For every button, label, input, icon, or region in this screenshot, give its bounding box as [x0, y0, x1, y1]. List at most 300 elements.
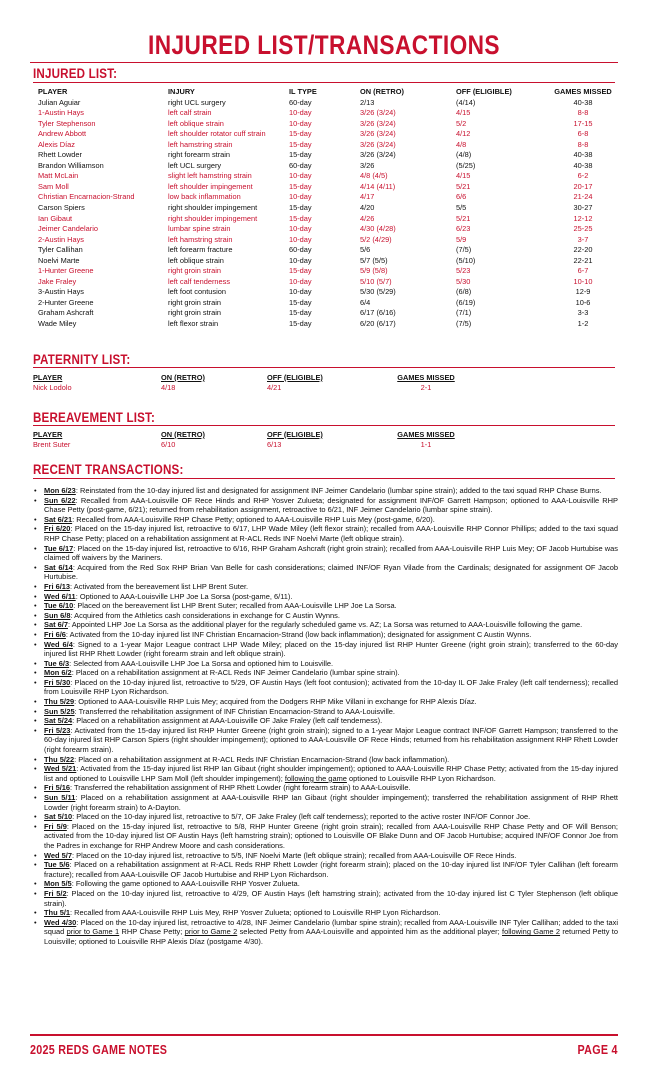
- cell-games: 30-27: [573, 203, 593, 213]
- cell-player: Alexis Díaz: [38, 139, 75, 149]
- transaction-item: [33, 544, 618, 563]
- cell-injury: left UCL surgery: [168, 160, 222, 170]
- table-row: [38, 203, 618, 214]
- cell-off: (6/8): [456, 287, 472, 297]
- paternity-list-divider: [33, 367, 615, 368]
- cell-type: 15-day: [289, 319, 312, 329]
- cell-games: 3-7: [577, 234, 589, 244]
- cell-off: (5/10): [456, 255, 476, 265]
- transaction-text: : Activated from the 10-day injured list INF Christian Encarnacion-Strand (low back inflammation); designated for assignment C Austin Wynns.: [65, 629, 532, 639]
- transaction-date: Sat 6/14: [44, 562, 73, 572]
- cell-injury: right shoulder impingement: [168, 203, 258, 213]
- transaction-date: Sun 5/25: [44, 706, 75, 716]
- transaction-date: Mon 5/5: [44, 879, 72, 889]
- page-title: INJURED LIST/TRANSACTIONS: [148, 30, 500, 60]
- injured-list-table: [38, 87, 618, 330]
- cell-type: 15-day: [289, 213, 312, 223]
- table-row: [38, 277, 618, 288]
- cell-injury: left hamstring strain: [168, 234, 233, 244]
- cell-games: 8-8: [577, 108, 589, 118]
- cell-games: 12-9: [575, 287, 591, 297]
- column-header: GAMES MISSED: [554, 87, 612, 96]
- transaction-item: [33, 678, 618, 697]
- transaction-date: Fri 5/16: [44, 783, 71, 793]
- transaction-item: [33, 601, 618, 611]
- cell-injury: left shoulder rotator cuff strain: [168, 129, 266, 139]
- cell-on: 3/26 (3/24): [360, 108, 396, 118]
- column-header: OFF (ELIGIBLE): [456, 87, 512, 96]
- transaction-text: : Selected from AAA-Louisville LHP Joe La Sorsa and optioned him to Louisville.: [69, 658, 334, 668]
- cell-off: (4/8): [456, 150, 472, 160]
- cell-player: Wade Miley: [38, 319, 77, 329]
- footer-page-number: PAGE 4: [577, 1043, 618, 1057]
- cell-off: 5/9: [456, 234, 467, 244]
- cell-on: 5/30 (5/29): [360, 287, 396, 297]
- cell-injury: left calf tenderness: [168, 276, 231, 286]
- cell-injury: right forearm strain: [168, 150, 231, 160]
- transaction-date: Wed 4/30: [44, 917, 77, 927]
- transaction-text: : Transferred the rehabilitation assignment of RHP Rhett Lowder (right forearm strain) to AAA-Louisville.: [70, 783, 411, 793]
- recent-transactions-divider: [33, 478, 615, 479]
- transaction-text: optioned to Louisville RHP Lyon Richardson.: [346, 773, 496, 783]
- cell-injury: slight left hamstring strain: [168, 171, 252, 181]
- cell-games: 25-25: [573, 224, 593, 234]
- transaction-text: following Game 2: [502, 927, 561, 937]
- cell-player: 2-Hunter Greene: [38, 297, 94, 307]
- cell-player: Tyler Callihan: [38, 245, 83, 255]
- transaction-text: : Activated from the 15-day injured list RHP Ian Gibaut (right shoulder impingement); optioned to AAA-Louisville RHP Chase Petty; activated from the 15-day injured list and optioned to Louisville LHP Sam Moll (left shoulder impingement);: [44, 764, 619, 783]
- bereavement-list-table: [33, 430, 613, 450]
- transaction-text: : Acquired from the Red Sox RHP Brian Van Belle for cash considerations; claimed INF/OF Ryan Vilade from the Cardinals; designated for assignment OF Jacob Hurtubise.: [44, 562, 618, 582]
- transaction-item: [33, 592, 618, 602]
- cell-type: 15-day: [289, 203, 312, 213]
- transaction-text: : Optioned to AAA-Louisville RHP Luis Mey; acquired from the Dodgers RHP Mike Villani in exchange for RHP Alexis Díaz.: [74, 697, 477, 707]
- cell-games: 40-38: [573, 160, 593, 170]
- paternity-list-heading: PATERNITY LIST:: [33, 352, 131, 367]
- cell-injury: left forearm fracture: [168, 245, 233, 255]
- cell-off: 5/21: [456, 181, 471, 191]
- cell-games: 21-24: [573, 192, 593, 202]
- transaction-item: [33, 563, 618, 582]
- cell-type: 60-day: [289, 160, 312, 170]
- cell-player: Graham Ashcraft: [38, 308, 94, 318]
- cell-type: 15-day: [289, 297, 312, 307]
- transaction-item: [33, 908, 618, 918]
- cell-type: 10-day: [289, 234, 312, 244]
- column-header: PLAYER: [33, 373, 63, 382]
- transaction-text: : Placed on a rehabilitation assignment at R-ACL Reds INF Jeimer Candelario (lumbar spine strain).: [71, 668, 400, 678]
- cell-player: Jeimer Candelario: [38, 224, 98, 234]
- cell-type: 60-day: [289, 245, 312, 255]
- transaction-item: [33, 726, 618, 755]
- transaction-date: Thu 5/1: [44, 908, 71, 918]
- transaction-text: : Recalled from AAA-Louisville OF Rece Hinds and RHP Yosver Zulueta; designated for assignment INF/OF Garrett Hampson; optioned to AAA-Louisville RHP Chase Petty (post-game, 6/21); returned from rehabilitation assignment, retroactive to 6/21, INF Jeimer Candelario (lumbar spine strain).: [44, 495, 618, 515]
- table-row: [38, 182, 618, 193]
- cell-on: 5/9 (5/8): [360, 266, 388, 276]
- transaction-item: [33, 889, 618, 908]
- cell-injury: left calf strain: [168, 108, 212, 118]
- transaction-date: Fri 6/6: [44, 629, 66, 639]
- cell-games: 12-12: [573, 213, 593, 223]
- cell-type: 15-day: [289, 150, 312, 160]
- cell-on: 4/30 (4/28): [360, 224, 396, 234]
- cell-injury: left shoulder impingement: [168, 181, 253, 191]
- transaction-text: : Placed on the 15-day injured list, retroactive to 6/16, RHP Graham Ashcraft (right groin strain); recalled from AAA-Louisville RHP Luis Mey; OF Jacob Hurtubise was claimed off waivers by the Mariners.: [44, 543, 619, 563]
- transaction-text: RHP Chase Petty;: [119, 927, 185, 937]
- cell-type: 10-day: [289, 171, 312, 181]
- cell-games: 8-8: [577, 139, 589, 149]
- table-row: [38, 140, 618, 151]
- cell-off: 6/13: [267, 440, 282, 449]
- cell-games: 20-17: [573, 181, 593, 191]
- transaction-date: Fri 6/20: [44, 524, 71, 534]
- table-row: [38, 161, 618, 172]
- transaction-date: Wed 6/11: [44, 591, 76, 601]
- cell-off: (7/5): [456, 245, 472, 255]
- cell-type: 10-day: [289, 224, 312, 234]
- transaction-date: Fri 5/2: [44, 888, 67, 898]
- transaction-item: [33, 860, 618, 879]
- cell-games: 1-1: [420, 440, 432, 449]
- transaction-text: : Placed on a rehabilitation assignment at R-ACL Reds RHP Rhett Lowder (right forearm strain); placed on the 10-day injured list INF/OF Tyler Callihan (left forearm fracture); recalled from AAA-Louisville OF Jacob Hurtubise and RHP Lyon Richardson.: [44, 860, 618, 879]
- cell-injury: lumbar spine strain: [168, 224, 231, 234]
- column-header: PLAYER: [33, 430, 63, 439]
- column-header: INJURY: [168, 87, 195, 96]
- cell-type: 15-day: [289, 266, 312, 276]
- cell-games: 6-2: [577, 171, 589, 181]
- transaction-text: prior to Game 2: [184, 927, 238, 937]
- cell-player: Rhett Lowder: [38, 150, 82, 160]
- transaction-item: [33, 630, 618, 640]
- transaction-date: Fri 5/30: [44, 677, 71, 687]
- table-row: [38, 235, 618, 246]
- cell-player: Julian Aguiar: [38, 97, 81, 107]
- cell-type: 10-day: [289, 118, 312, 128]
- cell-type: 10-day: [289, 255, 312, 265]
- column-header: ON (RETRO): [360, 87, 404, 96]
- table-row: [33, 383, 613, 393]
- transaction-item: [33, 764, 618, 783]
- cell-games: 22-20: [573, 245, 593, 255]
- cell-on: 5/7 (5/5): [360, 255, 388, 265]
- column-header: OFF (ELIGIBLE): [267, 373, 323, 382]
- cell-off: 5/21: [456, 213, 471, 223]
- transaction-text: : Acquired from the Athletics cash considerations in exchange for C Austin Wynns.: [70, 610, 340, 620]
- cell-off: 4/15: [456, 108, 471, 118]
- transaction-item: [33, 620, 618, 630]
- transaction-text: : Placed on the bereavement list LHP Brent Suter; recalled from AAA-Louisville LHP Joe La Sorsa.: [73, 601, 397, 611]
- column-header: GAMES MISSED: [397, 430, 455, 439]
- cell-on: 3/26: [360, 160, 375, 170]
- cell-injury: low back inflammation: [168, 192, 241, 202]
- transaction-date: Fri 5/9: [44, 821, 67, 831]
- transaction-text: following the game: [284, 773, 347, 783]
- cell-off: (6/19): [456, 297, 476, 307]
- cell-off: 4/8: [456, 139, 467, 149]
- cell-on: 4/17: [360, 192, 375, 202]
- cell-games: 40-38: [573, 150, 593, 160]
- table-row: [38, 129, 618, 140]
- cell-injury: left flexor strain: [168, 319, 219, 329]
- transaction-date: Tue 5/6: [44, 860, 70, 870]
- table-row: [38, 256, 618, 267]
- column-header: OFF (ELIGIBLE): [267, 430, 323, 439]
- transaction-date: Sun 6/22: [44, 495, 76, 505]
- table-row: [38, 319, 618, 330]
- cell-player: Nick Lodolo: [33, 383, 72, 392]
- transaction-item: [33, 496, 618, 515]
- cell-injury: right groin strain: [168, 266, 221, 276]
- table-header-row: [33, 373, 613, 383]
- transaction-item: [33, 659, 618, 669]
- cell-type: 15-day: [289, 129, 312, 139]
- cell-player: 2-Austin Hays: [38, 234, 85, 244]
- transaction-item: [33, 668, 618, 678]
- transaction-date: Wed 5/7: [44, 850, 72, 860]
- cell-on: 4/18: [161, 383, 176, 392]
- cell-off: 5/2: [456, 118, 467, 128]
- cell-player: Jake Fraley: [38, 276, 77, 286]
- cell-off: 6/23: [456, 224, 471, 234]
- cell-player: 1-Austin Hays: [38, 108, 85, 118]
- transaction-item: [33, 793, 618, 812]
- transaction-item: [33, 879, 618, 889]
- column-header: IL TYPE: [289, 87, 317, 96]
- transaction-item: [33, 611, 618, 621]
- transaction-item: [33, 640, 618, 659]
- transaction-text: : Optioned to AAA-Louisville LHP Joe La Sorsa (post-game, 6/11).: [75, 591, 293, 601]
- transaction-text: : Following the game optioned to AAA-Louisville RHP Yosver Zulueta.: [71, 879, 300, 889]
- bereavement-list-heading: BEREAVEMENT LIST:: [33, 410, 156, 425]
- cell-type: 60-day: [289, 97, 312, 107]
- column-header: PLAYER: [38, 87, 68, 96]
- transaction-item: [33, 716, 618, 726]
- recent-transactions-list: [33, 486, 618, 947]
- transaction-text: : Placed on a rehabilitation assignment at AAA-Louisville OF Jake Fraley (left calf tenderness).: [72, 716, 383, 726]
- cell-on: 4/20: [360, 203, 375, 213]
- cell-on: 2/13: [360, 97, 375, 107]
- column-header: GAMES MISSED: [397, 373, 455, 382]
- transaction-item: [33, 918, 618, 947]
- cell-type: 15-day: [289, 139, 312, 149]
- transaction-text: : Placed on the 15-day injured list, retroactive to 5/8, RHP Hunter Greene (right groin strain); recalled from AAA-Louisville RHP Chase Petty and OF Will Benson; activated from the 10-day injured list OF Austin Hays (left hamstring strain); optioned to Louisville OF Blake Dunn and OF Jacob Hurtubise; acquired INF/OF Connor Joe from the Padres in exchange for RHP Andrew Moore and cash considerations.: [44, 821, 618, 850]
- cell-on: 6/17 (6/16): [360, 308, 396, 318]
- transaction-item: [33, 486, 618, 496]
- transaction-item: [33, 582, 618, 592]
- transaction-text: : Appointed LHP Joe La Sorsa as the additional player for the regularly scheduled game vs. AZ; La Sorsa was returned to AAA-Louisville following the game.: [67, 620, 583, 630]
- transaction-date: Fri 5/23: [44, 725, 71, 735]
- transaction-text: : Transferred the rehabilitation assignment of INF Christian Encarnacion-Strand to AAA-Louisville.: [74, 706, 395, 716]
- cell-off: 4/15: [456, 171, 471, 181]
- cell-injury: left oblique strain: [168, 118, 224, 128]
- transaction-date: Fri 6/13: [44, 581, 71, 591]
- table-row: [38, 266, 618, 277]
- cell-player: 3-Austin Hays: [38, 287, 85, 297]
- transaction-item: [33, 707, 618, 717]
- transaction-text: : Placed on the 10-day injured list, retroactive to 5/7, OF Jake Fraley (left calf tenderness); reported to the active roster INF/OF Connor Joe.: [72, 812, 531, 822]
- paternity-list-table: [33, 373, 613, 393]
- table-row: [38, 287, 618, 298]
- cell-games: 1-2: [577, 319, 589, 329]
- cell-off: (5/25): [456, 160, 476, 170]
- transaction-item: [33, 524, 618, 543]
- column-header: ON (RETRO): [161, 430, 205, 439]
- transaction-date: Tue 6/10: [44, 601, 74, 611]
- transaction-text: : Signed to a 1-year Major League contract LHP Wade Miley; placed on the 15-day injured list RHP Hunter Greene (right groin strain); transferred to the 60-day injured list RHP Rhett Lowder (right forearm strain and left oblique strain).: [44, 639, 618, 659]
- cell-off: 6/6: [456, 192, 467, 202]
- transaction-text: : Recalled from AAA-Louisville RHP Chase Petty; optioned to AAA-Louisville RHP Luis Mey (post-game, 6/20).: [72, 514, 435, 524]
- transaction-text: : Recalled from AAA-Louisville RHP Luis Mey, RHP Yosver Zulueta; optioned to Louisville RHP Lyon Richardson.: [70, 908, 441, 918]
- transaction-date: Wed 6/4: [44, 639, 73, 649]
- cell-injury: left foot contusion: [168, 287, 226, 297]
- transaction-text: : Placed on the 10-day injured list, retroactive to 5/29, OF Austin Hays (left foot contusion); activated from the 10-day IL OF Jake Fraley (left calf tenderness); recalled from Louisville RHP Lyon Richardson.: [44, 677, 618, 697]
- transaction-date: Mon 6/2: [44, 668, 72, 678]
- cell-off: (7/1): [456, 308, 472, 318]
- cell-player: Brent Suter: [33, 440, 71, 449]
- cell-injury: right UCL surgery: [168, 97, 226, 107]
- table-row: [38, 214, 618, 225]
- transaction-text: : Placed on a rehabilitation assignment at R-ACL Reds INF Christian Encarnacion-Strand (low back inflammation).: [74, 754, 450, 764]
- table-row: [38, 108, 618, 119]
- cell-on: 3/26 (3/24): [360, 129, 396, 139]
- table-row: [38, 171, 618, 182]
- cell-player: Christian Encarnacion-Strand: [38, 192, 135, 202]
- cell-off: 5/5: [456, 203, 467, 213]
- cell-type: 15-day: [289, 181, 312, 191]
- cell-on: 5/2 (4/29): [360, 234, 392, 244]
- transaction-item: [33, 812, 618, 822]
- transaction-item: [33, 515, 618, 525]
- cell-type: 15-day: [289, 308, 312, 318]
- cell-player: Matt McLain: [38, 171, 79, 181]
- cell-player: Noelvi Marte: [38, 255, 80, 265]
- cell-games: 10-10: [573, 276, 593, 286]
- transaction-date: Sun 6/8: [44, 610, 71, 620]
- title-divider: [30, 62, 618, 63]
- table-header-row: [33, 430, 613, 440]
- table-row: [38, 308, 618, 319]
- cell-on: 3/26 (3/24): [360, 118, 396, 128]
- injured-list-divider: [33, 82, 615, 83]
- transaction-text: : Activated from the 15-day injured list RHP Hunter Greene (right groin strain); signed to a 1-year Major League contract INF/OF Garrett Hampson; transferred to the 60-day injured list RHP Carson Spiers (right shoulder impingement); optioned to AAA-Louisville OF Rece Hinds; returned from his rehabilitation assignment RHP Rhett Lowder (right forearm strain).: [44, 725, 619, 755]
- table-row: [38, 192, 618, 203]
- bereavement-list-divider: [33, 425, 615, 426]
- footer-divider: [30, 1034, 618, 1036]
- injured-list-heading: INJURED LIST:: [33, 66, 118, 81]
- transaction-text: : Activated from the bereavement list LHP Brent Suter.: [70, 581, 249, 591]
- table-row: [33, 440, 613, 450]
- table-row: [38, 98, 618, 109]
- transaction-date: Wed 5/21: [44, 764, 77, 774]
- footer-game-notes: 2025 REDS GAME NOTES: [30, 1043, 168, 1057]
- cell-on: 4/14 (4/11): [360, 181, 396, 191]
- transaction-text: : Placed on the 10-day injured list, retroactive to 5/5, INF Noelvi Marte (left oblique strain); recalled from AAA-Louisville OF Rece Hinds.: [71, 850, 517, 860]
- transaction-text: : Placed on a rehabilitation assignment at AAA-Louisville RHP Ian Gibaut (right shoulder impingement); transferred the rehabilitation assignment of RHP Rhett Lowder (right forearm strain) to A-Dayton.: [44, 793, 618, 812]
- cell-games: 6-8: [577, 129, 589, 139]
- cell-games: 3-3: [577, 308, 589, 318]
- transaction-date: Thu 5/22: [44, 754, 75, 764]
- cell-type: 10-day: [289, 108, 312, 118]
- cell-on: 6/10: [161, 440, 176, 449]
- transaction-item: [33, 851, 618, 861]
- cell-on: 6/4: [360, 297, 371, 307]
- cell-off: 5/23: [456, 266, 471, 276]
- cell-games: 22-21: [573, 255, 593, 265]
- transaction-text: : Placed on the 15-day injured list, retroactive to 6/17, LHP Wade Miley (left flexor strain); recalled from AAA-Louisville RHP Connor Phillips; added to the taxi squad RHP Chase Petty; placed on a rehabilitation assignment at R-ACL Reds INF Noelvi Marte (left oblique strain).: [44, 524, 619, 543]
- table-row: [38, 150, 618, 161]
- cell-player: Ian Gibaut: [38, 213, 73, 223]
- transaction-text: prior to Game 1: [66, 927, 120, 937]
- cell-games: 10-6: [575, 297, 591, 307]
- cell-games: 17-15: [573, 118, 593, 128]
- transaction-text: : Placed on the 10-day injured list, retroactive to 4/28, INF Jeimer Candelario (lumbar spine strain); recalled from AAA-Louisville INF Tyler Callihan; added to the taxi squad: [44, 917, 619, 937]
- table-header-row: [38, 87, 618, 98]
- transaction-date: Sun 5/11: [44, 793, 76, 802]
- cell-type: 10-day: [289, 287, 312, 297]
- cell-games: 2-1: [420, 383, 432, 392]
- cell-injury: left oblique strain: [168, 255, 224, 265]
- cell-player: 1-Hunter Greene: [38, 266, 94, 276]
- transaction-date: Mon 6/23: [44, 486, 76, 495]
- cell-off: (4/14): [456, 97, 476, 107]
- transaction-date: Sat 6/21: [44, 514, 73, 524]
- transaction-text: : Reinstated from the 10-day injured list and designated for assignment INF Jeimer Candelario (lumbar spine strain); added to the taxi squad RHP Chase Burns.: [75, 486, 602, 495]
- transaction-text: : Placed on the 10-day injured list, retroactive to 4/29, OF Austin Hays (left hamstring strain); activated from the 10-day injured list C Tyler Stephenson (left oblique strain).: [44, 888, 618, 908]
- transaction-item: [33, 783, 618, 793]
- cell-type: 10-day: [289, 276, 312, 286]
- transaction-item: [33, 697, 618, 707]
- transaction-date: Thu 5/29: [44, 697, 75, 707]
- cell-on: 3/26 (3/24): [360, 150, 396, 160]
- cell-on: 5/6: [360, 245, 371, 255]
- cell-player: Brandon Williamson: [38, 160, 104, 170]
- transaction-date: Sat 6/7: [44, 620, 68, 630]
- recent-transactions-heading: RECENT TRANSACTIONS:: [33, 462, 184, 477]
- cell-type: 10-day: [289, 192, 312, 202]
- cell-on: 5/10 (5/7): [360, 276, 392, 286]
- transaction-text: returned Petty to Louisville; optioned to Louisville RHP Alexis Díaz (postgame 4/30).: [44, 927, 618, 946]
- cell-off: 5/30: [456, 276, 471, 286]
- cell-player: Andrew Abbott: [38, 129, 87, 139]
- transaction-item: [33, 755, 618, 765]
- transaction-item: [33, 822, 618, 851]
- cell-off: (7/5): [456, 319, 472, 329]
- cell-player: Carson Spiers: [38, 203, 85, 213]
- cell-injury: right groin strain: [168, 297, 221, 307]
- table-row: [38, 119, 618, 130]
- cell-on: 6/20 (6/17): [360, 319, 396, 329]
- cell-player: Tyler Stephenson: [38, 118, 96, 128]
- cell-off: 4/21: [267, 383, 282, 392]
- transaction-date: Sat 5/10: [44, 812, 73, 822]
- table-row: [38, 245, 618, 256]
- transaction-text: selected Petty from AAA-Louisville and appointed him as the additional player;: [237, 927, 503, 937]
- transaction-date: Tue 6/3: [44, 658, 70, 668]
- table-row: [38, 224, 618, 235]
- cell-on: 4/8 (4/5): [360, 171, 388, 181]
- column-header: ON (RETRO): [161, 373, 205, 382]
- transaction-date: Sat 5/24: [44, 716, 73, 726]
- transaction-date: Tue 6/17: [44, 543, 74, 553]
- table-row: [38, 298, 618, 309]
- cell-player: Sam Moll: [38, 181, 69, 191]
- cell-games: 6-7: [577, 266, 589, 276]
- cell-injury: right shoulder impingement: [168, 213, 258, 223]
- cell-on: 4/26: [360, 213, 375, 223]
- cell-off: 4/12: [456, 129, 471, 139]
- cell-on: 3/26 (3/24): [360, 139, 396, 149]
- cell-injury: right groin strain: [168, 308, 221, 318]
